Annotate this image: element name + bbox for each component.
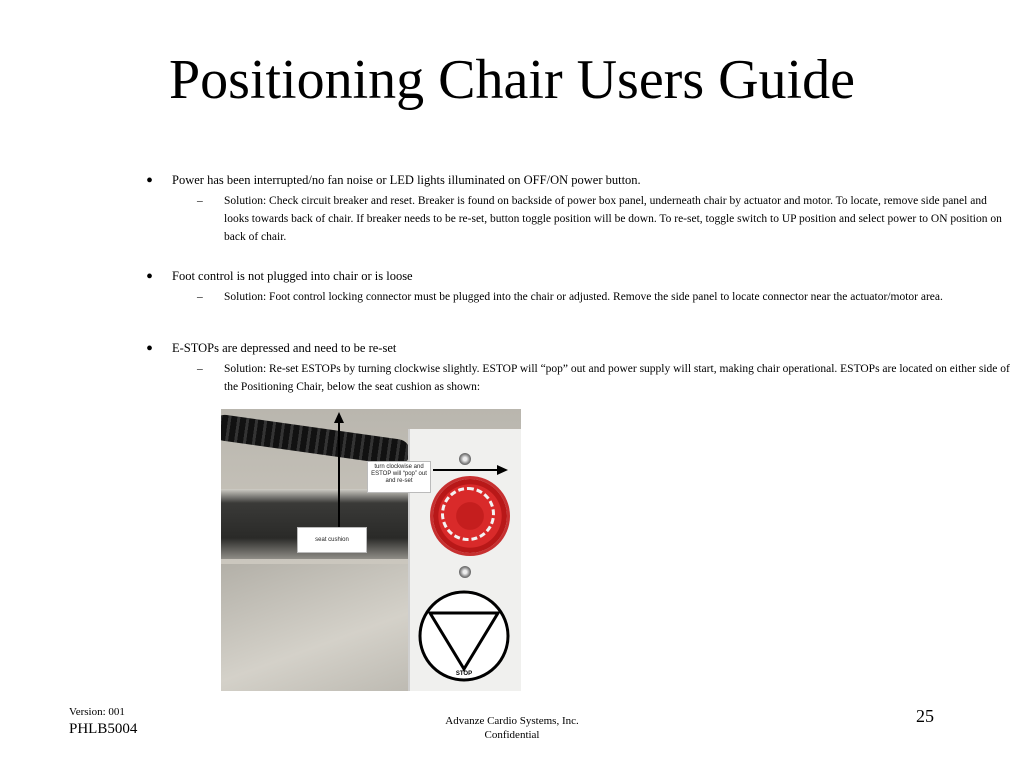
arrow-up-icon <box>334 412 344 423</box>
dash-marker: – <box>197 195 203 207</box>
bullet-item <box>140 268 1012 306</box>
bullet-item <box>140 340 1012 396</box>
bullet-marker: • <box>146 170 154 192</box>
estop-photo <box>221 409 521 691</box>
bullet-item <box>140 172 1012 246</box>
bullet-text: Power has been interrupted/no fan noise or LED lights illuminated on OFF/ON power button. <box>172 173 641 187</box>
arrow-right-icon <box>497 465 508 475</box>
slide-title: Positioning Chair Users Guide <box>169 49 855 111</box>
footer-left <box>69 705 137 739</box>
footer-center <box>412 714 612 742</box>
bullet-marker: • <box>146 338 154 360</box>
company-name: Advanze Cardio Systems, Inc. <box>445 715 579 727</box>
version-label: Version: 001 <box>69 706 125 718</box>
bullet-text: Foot control is not plugged into chair or is loose <box>172 269 413 283</box>
page-number: 25 <box>916 706 934 726</box>
sub-bullet-text: Solution: Re-set ESTOPs by turning clockwise slightly. ESTOP will “pop” out and power supply will start, making chair operational. ESTOPs are located on either side of the Positioning Chair, below the seat cushion as shown: <box>224 363 1010 393</box>
sub-bullet-text: Solution: Check circuit breaker and reset. Breaker is found on backside of power box panel, underneath chair by actuator and motor. To locate, remove side panel and looks towards back of chair. If breaker needs to be re-set, button toggle position will be down. To re-set, toggle switch to UP position and select power to ON position on back of chair. <box>224 195 1002 243</box>
confidential-label: Confidential <box>484 729 540 741</box>
sub-bullet-text: Solution: Foot control locking connector must be plugged into the chair or adjusted. Remove the side panel to locate connector near the actuator/motor area. <box>224 291 943 303</box>
dash-marker: – <box>197 291 203 303</box>
estop-callout: turn clockwise and ESTOP will “pop” out and re-set <box>367 461 431 493</box>
sub-bullet <box>197 192 1012 246</box>
annotation-arrows <box>221 409 521 691</box>
sub-bullet <box>197 360 1012 396</box>
stop-label: STOP <box>455 671 473 677</box>
document-code: PHLB5004 <box>69 721 138 737</box>
bullet-marker: • <box>146 266 154 288</box>
bullet-text: E-STOPs are depressed and need to be re-set <box>172 341 397 355</box>
dash-marker: – <box>197 363 203 375</box>
sub-bullet <box>197 288 1012 306</box>
seat-cushion-callout: seat cushion <box>297 527 367 553</box>
